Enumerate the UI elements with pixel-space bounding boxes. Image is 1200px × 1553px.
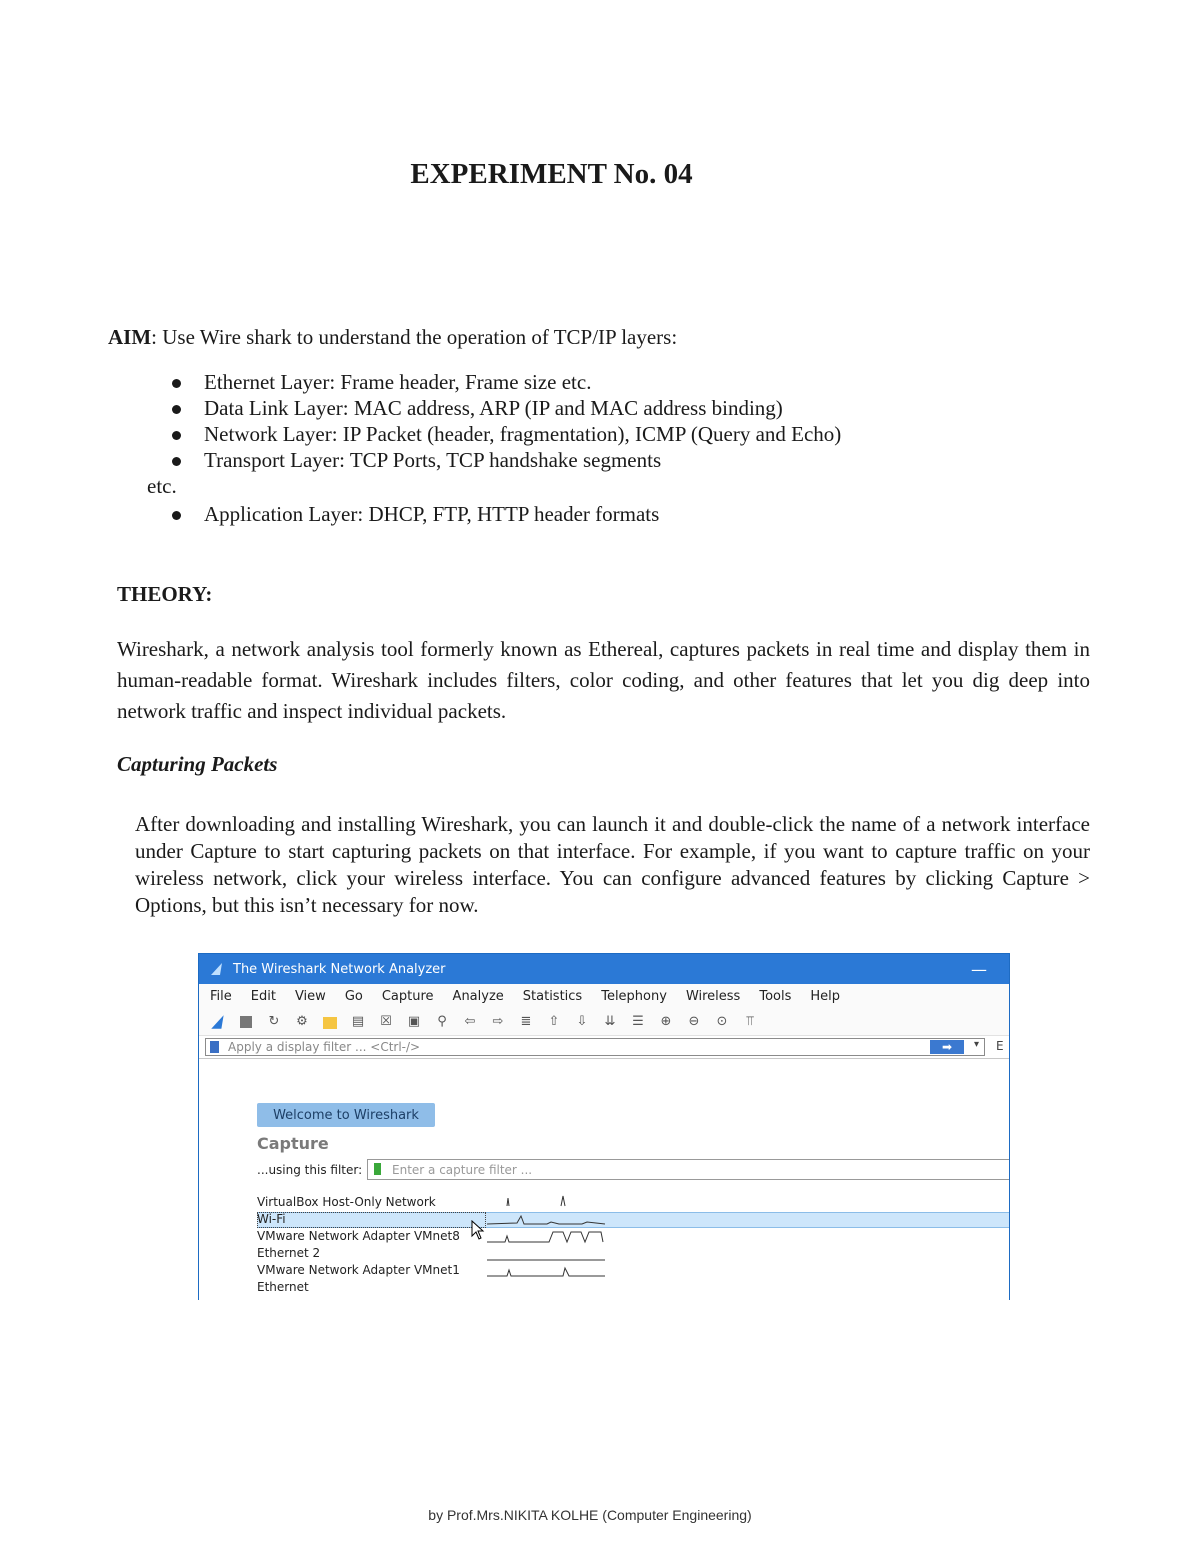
etc-text: etc. — [147, 474, 177, 498]
menu-telephony[interactable]: Telephony — [601, 988, 667, 1004]
capturing-paragraph: After downloading and installing Wireshark, you can launch it and double-click the name of a network interface under Capture to start capturing packets on that interface. For example, if you want to capture traffic on your wireless network, click your wireless interface. You can configure advanced features by clicking Capture > Options, but this isn’t necessary for now. — [135, 812, 1090, 917]
bookmark-icon[interactable] — [210, 1041, 219, 1053]
list-item: Data Link Layer: MAC address, ARP (IP and MAC address binding) — [170, 395, 841, 421]
filter-expression-button[interactable]: E — [996, 1039, 1004, 1053]
list-item: Network Layer: IP Packet (header, fragmentation), ICMP (Query and Echo) — [170, 421, 841, 447]
capture-filter-placeholder: Enter a capture filter ... — [392, 1162, 533, 1177]
capture-filter-input[interactable] — [367, 1159, 1010, 1180]
stop-capture-icon[interactable] — [235, 1011, 257, 1033]
menu-view[interactable]: View — [294, 988, 326, 1004]
bookmark-icon[interactable] — [374, 1163, 381, 1175]
welcome-banner: Welcome to Wireshark — [257, 1103, 435, 1127]
sparkline — [487, 1232, 603, 1242]
interface-item[interactable]: VMware Network Adapter VMnet1 — [257, 1263, 460, 1277]
mouse-cursor-icon — [471, 1220, 485, 1240]
menu-statistics[interactable]: Statistics — [522, 988, 583, 1004]
interface-item[interactable]: Ethernet 2 — [257, 1246, 321, 1260]
go-back-icon[interactable]: ⇦ — [464, 1014, 476, 1029]
minimize-button[interactable]: — — [971, 959, 987, 979]
reload-file-icon[interactable]: ▣ — [407, 1014, 421, 1029]
zoom-out-icon[interactable]: ⊖ — [688, 1014, 700, 1029]
capture-options-icon[interactable]: ⚙ — [296, 1014, 308, 1029]
menu-bar — [199, 984, 1009, 1008]
list-item: Transport Layer: TCP Ports, TCP handshake segments — [170, 447, 841, 473]
resize-columns-icon[interactable]: ⫪ — [746, 1014, 754, 1029]
first-packet-icon[interactable]: ⇧ — [548, 1014, 560, 1029]
aim-label: AIM — [108, 325, 152, 349]
interface-item-wifi[interactable]: Wi-Fi — [257, 1212, 286, 1226]
zoom-in-icon[interactable]: ⊕ — [660, 1014, 672, 1029]
theory-paragraph: Wireshark, a network analysis tool formerly known as Ethereal, captures packets in real time and display them in human-readable format. Wireshark includes filters, color coding, and other features that let you dig deep into network traffic and inspect individual packets. — [117, 637, 1090, 723]
sparkline — [487, 1268, 605, 1276]
sparkline — [487, 1216, 605, 1224]
go-to-packet-icon[interactable]: ≣ — [520, 1014, 532, 1029]
restart-capture-icon[interactable]: ↻ — [268, 1014, 280, 1029]
menu-wireless[interactable]: Wireless — [685, 988, 741, 1004]
apply-filter-arrow-icon[interactable]: ➡ — [930, 1040, 964, 1054]
display-filter-input[interactable] — [205, 1038, 985, 1056]
normal-size-icon[interactable]: ⊙ — [716, 1014, 728, 1029]
menu-file[interactable]: File — [210, 988, 232, 1004]
page-title: EXPERIMENT No. 04 — [410, 158, 693, 190]
interface-item[interactable]: VMware Network Adapter VMnet8 — [257, 1229, 460, 1243]
close-file-icon[interactable]: ☒ — [380, 1014, 392, 1029]
window-title: The Wireshark Network Analyzer — [233, 961, 446, 977]
capturing-heading: Capturing Packets — [117, 752, 278, 776]
aim-text: : Use Wire shark to understand the operation of TCP/IP layers: — [151, 325, 678, 349]
save-file-icon[interactable]: ▤ — [351, 1014, 365, 1029]
traffic-sparklines — [487, 1194, 612, 1294]
list-item: Application Layer: DHCP, FTP, HTTP header formats — [170, 501, 659, 527]
main-toolbar — [199, 1008, 1009, 1036]
start-capture-icon[interactable] — [207, 1011, 229, 1033]
autoscroll-icon[interactable]: ⇊ — [604, 1014, 616, 1029]
go-forward-icon[interactable]: ⇨ — [492, 1014, 504, 1029]
colorize-icon[interactable]: ☰ — [632, 1014, 644, 1029]
find-packet-icon[interactable]: ⚲ — [437, 1014, 447, 1029]
interface-item[interactable]: VirtualBox Host-Only Network — [257, 1195, 436, 1209]
capture-heading: Capture — [257, 1134, 329, 1153]
aim-line — [108, 325, 677, 350]
sparkline — [507, 1196, 565, 1206]
menu-help[interactable]: Help — [810, 988, 841, 1004]
theory-heading: THEORY: — [117, 582, 213, 606]
wireshark-titlebar — [199, 954, 1009, 984]
shark-fin-icon — [209, 961, 225, 977]
page-footer: by Prof.Mrs.NIKITA KOLHE (Computer Engineering) — [428, 1507, 752, 1523]
open-file-icon[interactable] — [319, 1011, 341, 1033]
interface-item[interactable]: Ethernet — [257, 1280, 309, 1294]
chevron-down-icon[interactable]: ▾ — [973, 1039, 979, 1050]
aim-bullet-list — [170, 369, 841, 473]
list-item: Ethernet Layer: Frame header, Frame size etc. — [170, 369, 841, 395]
wireshark-screenshot — [198, 953, 1010, 1300]
menu-go[interactable]: Go — [344, 988, 363, 1004]
using-filter-label: ...using this filter: — [257, 1163, 363, 1177]
menu-analyze[interactable]: Analyze — [452, 988, 504, 1004]
display-filter-placeholder: Apply a display filter ... <Ctrl-/> — [228, 1040, 421, 1054]
last-packet-icon[interactable]: ⇩ — [576, 1014, 588, 1029]
divider — [199, 1058, 1010, 1059]
menu-edit[interactable]: Edit — [250, 988, 276, 1004]
menu-capture[interactable]: Capture — [381, 988, 434, 1004]
menu-tools[interactable]: Tools — [759, 988, 792, 1004]
aim-bullet-list-2 — [170, 501, 659, 527]
